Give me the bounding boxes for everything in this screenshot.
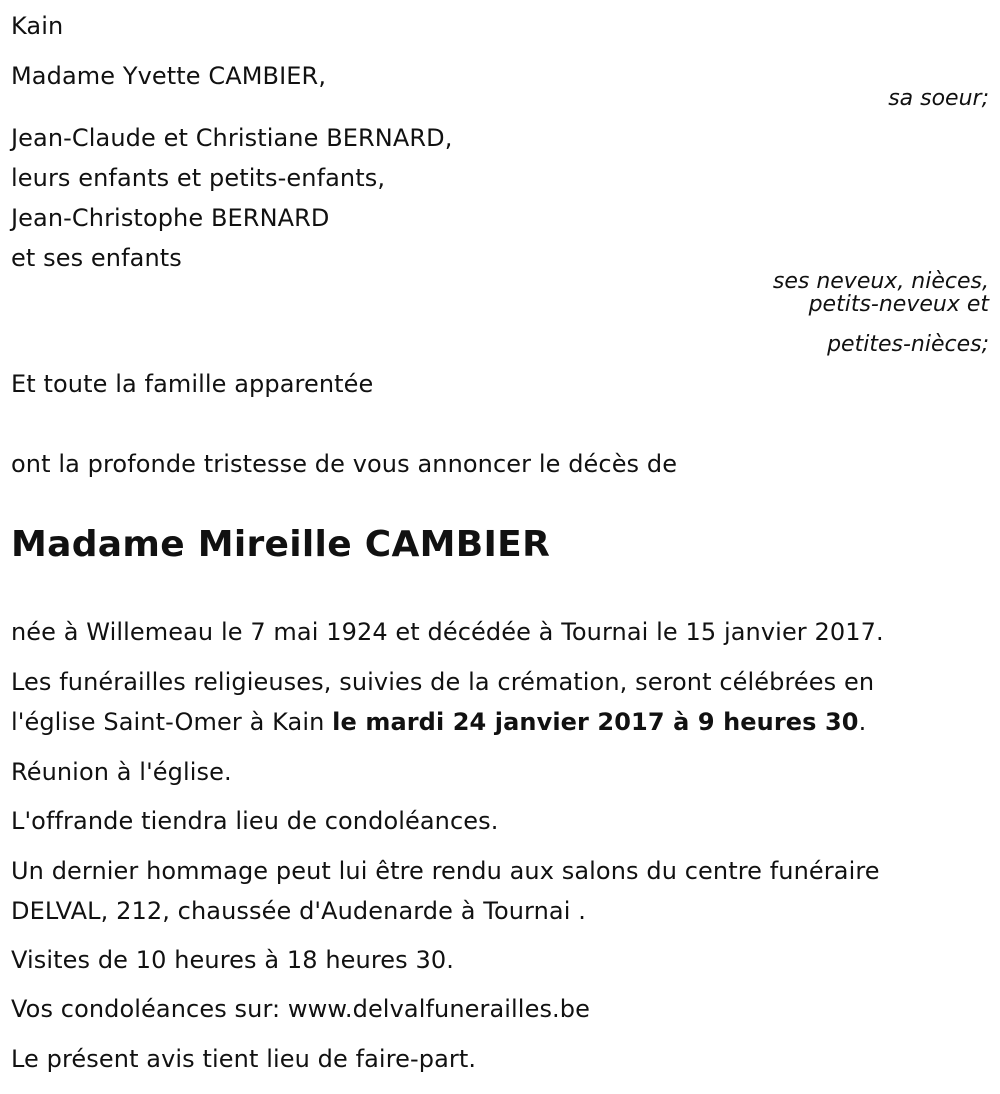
birth-death-line: née à Willemeau le 7 mai 1924 et décédée à Tournai le 15 janvier 2017. <box>11 618 884 646</box>
funeral-church: l'église Saint-Omer à Kain <box>11 708 333 736</box>
nephews-relation-3: petites-nièces; <box>827 332 989 357</box>
sister-name: Madame Yvette CAMBIER, <box>11 62 327 90</box>
tribute-line-2: DELVAL, 212, chaussée d'Audenarde à Tournai . <box>11 897 586 925</box>
funeral-line-2 <box>11 707 866 737</box>
nephew-line-1: Jean-Claude et Christiane BERNARD, <box>11 124 453 152</box>
nephew-line-2: leurs enfants et petits-enfants, <box>11 164 386 192</box>
location-line: Kain <box>11 12 64 40</box>
deceased-name: Madame Mireille CAMBIER <box>11 524 551 565</box>
announcement-intro: ont la profonde tristesse de vous annoncer le décès de <box>11 450 678 478</box>
nephew-line-4: et ses enfants <box>11 244 182 272</box>
funeral-date: le mardi 24 janvier 2017 à 9 heures 30 <box>332 708 859 736</box>
funeral-period: . <box>858 708 867 736</box>
extended-family: Et toute la famille apparentée <box>11 370 374 398</box>
visits-line: Visites de 10 heures à 18 heures 30. <box>11 946 454 974</box>
nephews-relation-1: ses neveux, nièces, <box>772 269 989 294</box>
tribute-line-1: Un dernier hommage peut lui être rendu aux salons du centre funéraire <box>11 857 880 885</box>
offering-line: L'offrande tiendra lieu de condoléances. <box>11 807 499 835</box>
nephews-relation-2: petits-neveux et <box>808 292 989 317</box>
condolences-line: Vos condoléances sur: www.delvalfunerailles.be <box>11 995 590 1023</box>
sister-relation: sa soeur; <box>888 86 989 111</box>
nephew-line-3: Jean-Christophe BERNARD <box>11 204 330 232</box>
gathering-line: Réunion à l'église. <box>11 758 232 786</box>
funeral-line-1: Les funérailles religieuses, suivies de la crémation, seront célébrées en <box>11 668 875 696</box>
notice-line: Le présent avis tient lieu de faire-part. <box>11 1045 477 1073</box>
